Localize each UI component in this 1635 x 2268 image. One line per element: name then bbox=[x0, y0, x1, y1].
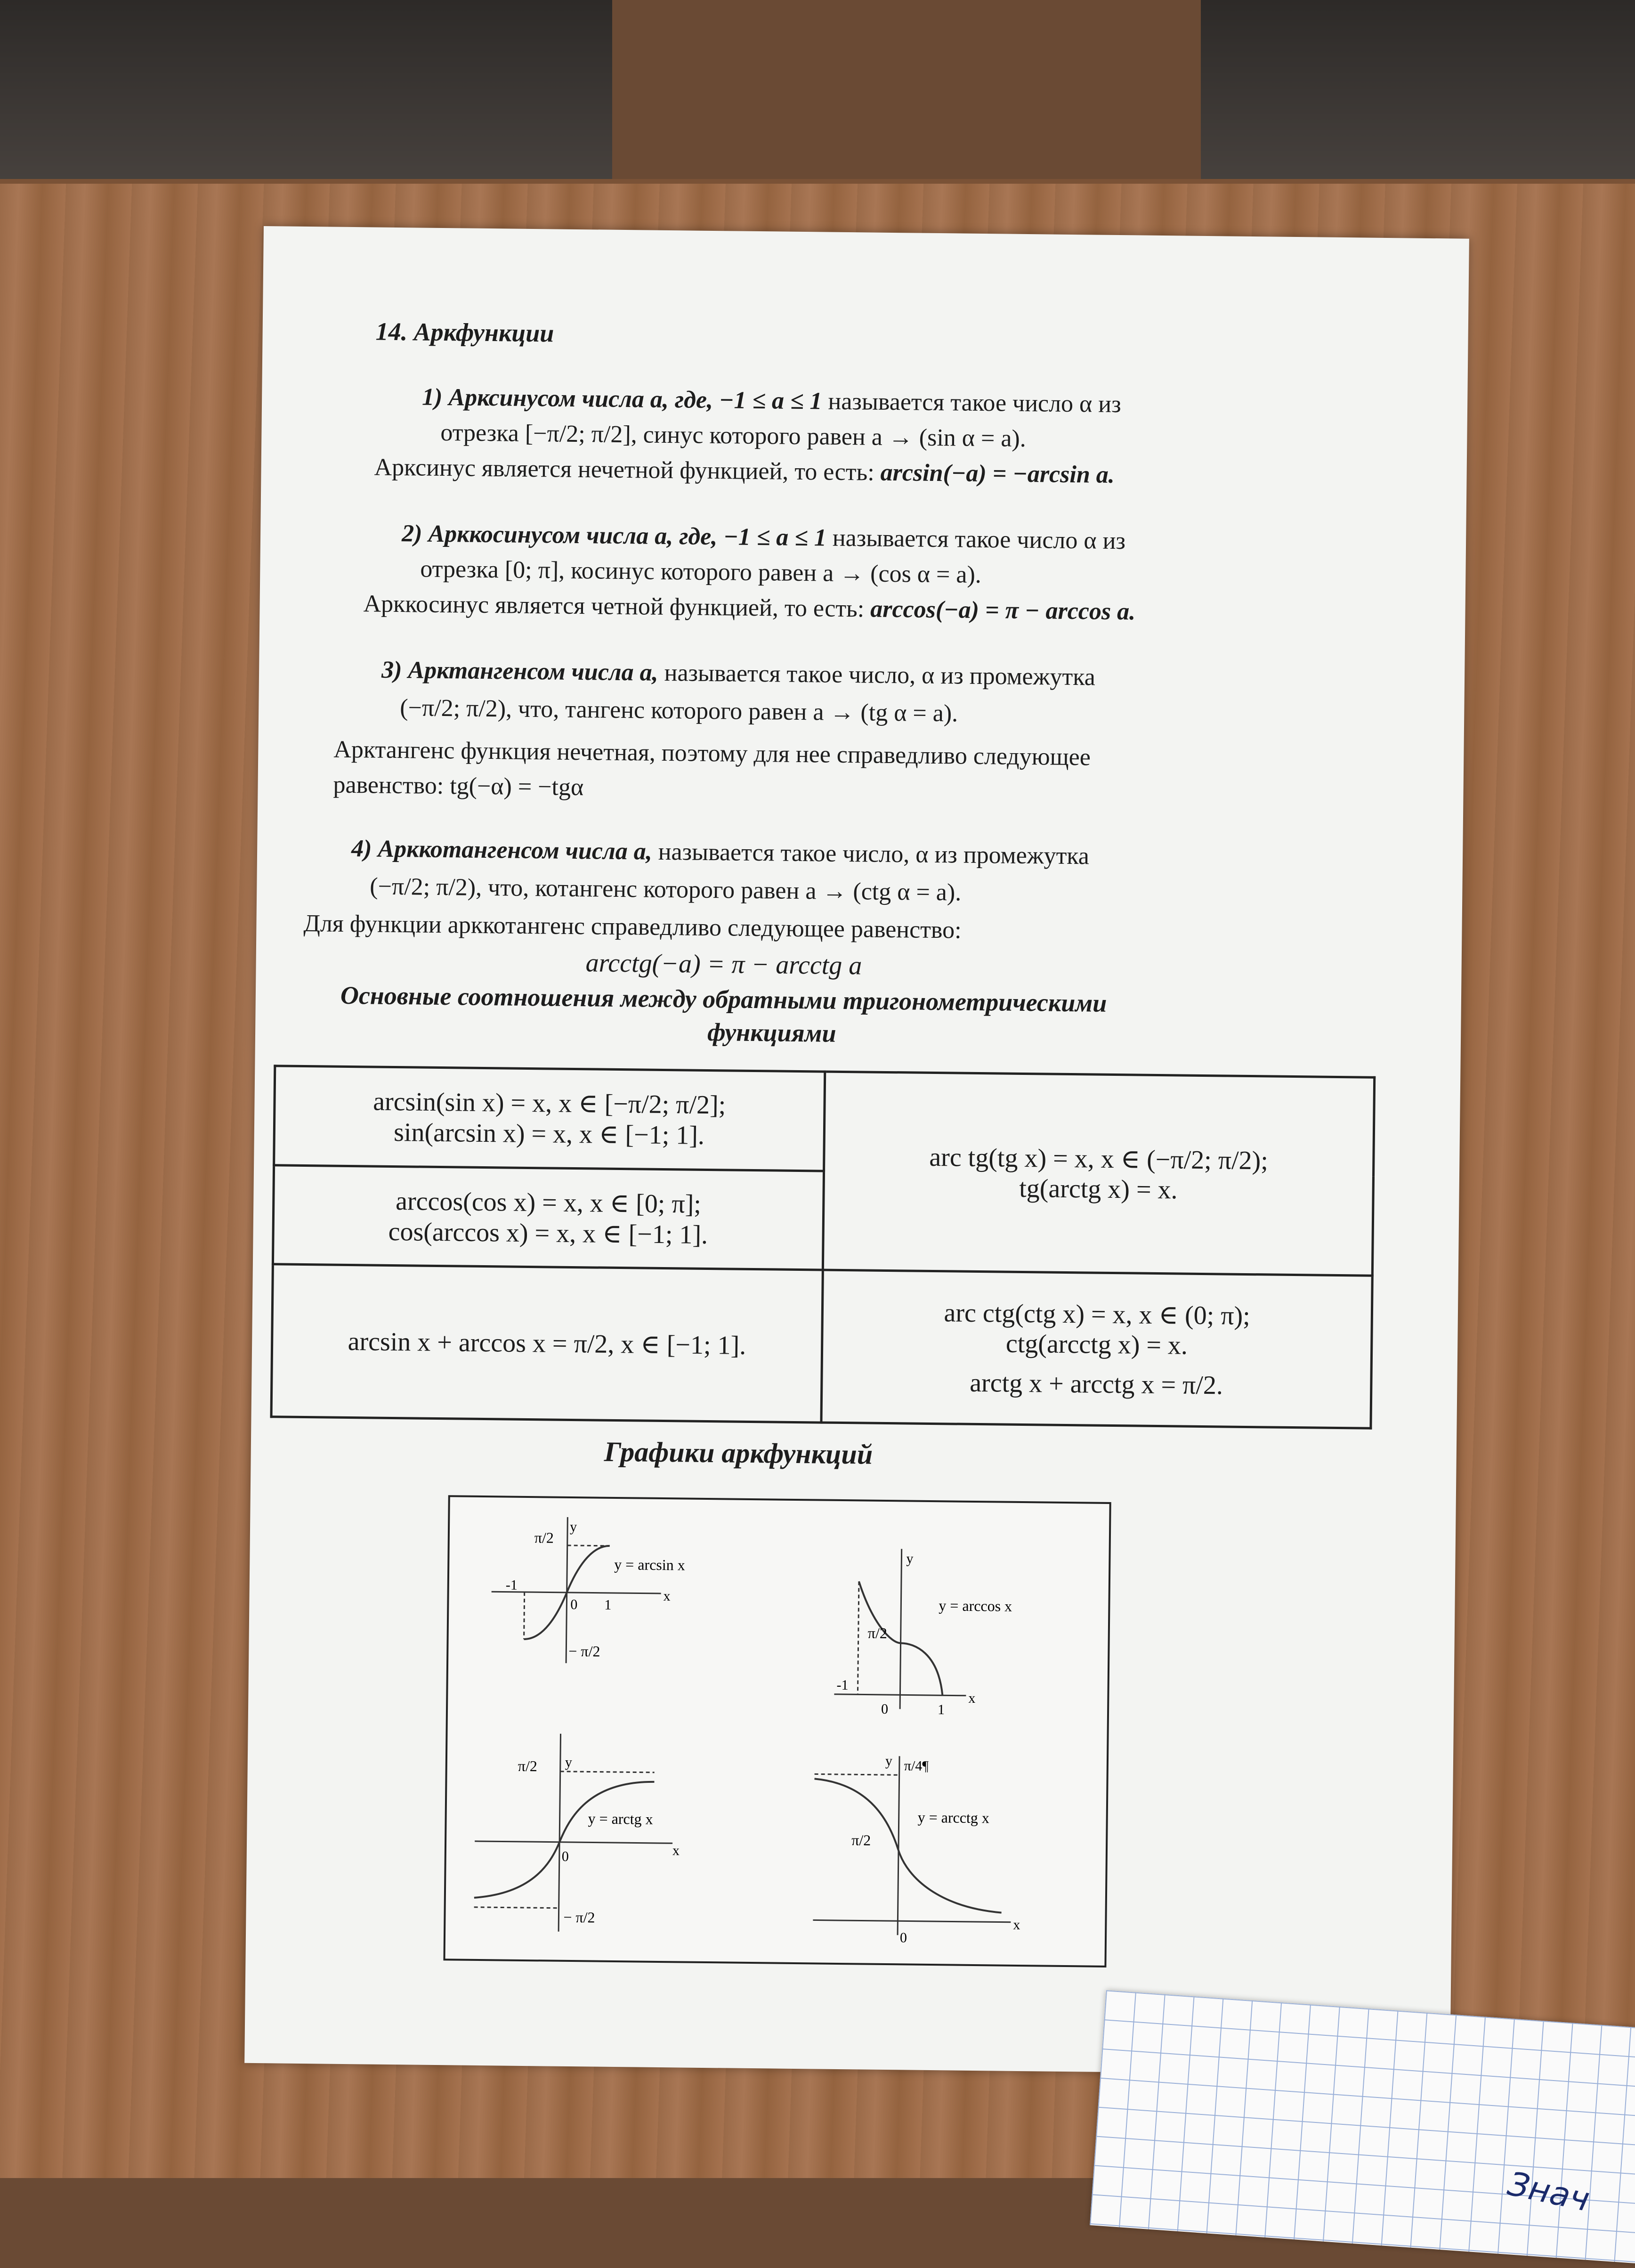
graphs-title: Графики аркфункций bbox=[604, 1436, 873, 1470]
arctg-y-axis bbox=[558, 1734, 560, 1932]
def4-line1: 4) Арккотангенсом числа а, называется такое число, α из промежутка bbox=[351, 835, 1090, 870]
arccos-zero-label: 0 bbox=[881, 1701, 889, 1717]
def2-line2: отрезка [0; π], косинус которого равен а → (cos α = a). bbox=[420, 555, 982, 588]
chair-back-left bbox=[0, 0, 612, 203]
arcctg-x-axis bbox=[813, 1920, 1011, 1922]
def4-line2: (−π/2; π/2), что, котангенс которого равен а → (ctg α = a). bbox=[370, 873, 962, 906]
arcctg-title: y = arcctg x bbox=[917, 1808, 990, 1827]
arcctg-curve bbox=[813, 1779, 1003, 1912]
notebook-corner bbox=[1090, 1990, 1635, 2268]
def4-line3: Для функции арккотангенс справедливо следующее равенство: bbox=[303, 910, 962, 944]
table-cell-arccos: arccos(cos x) = x, x ∈ [0; π]; cos(arccos x) = x, x ∈ [−1; 1]. bbox=[273, 1165, 824, 1270]
arccos-y-label: y bbox=[906, 1551, 914, 1567]
arccos-pi2-label: π/2 bbox=[867, 1624, 888, 1642]
table-cell-arcsin: arcsin(sin x) = x, x ∈ [−π/2; π/2]; sin(arcsin x) = x, x ∈ [−1; 1]. bbox=[274, 1066, 825, 1171]
def4-formula: arcctg(−a) = π − arcctg a bbox=[585, 948, 862, 981]
def1-line1: 1) Арксинусом числа а, где, −1 ≤ a ≤ 1 называется такое число α из bbox=[421, 383, 1122, 418]
def3-line1: 3) Арктангенсом числа а, называется такое число, α из промежутка bbox=[381, 656, 1096, 691]
arcsin-y-label: y bbox=[569, 1519, 577, 1535]
arctg-y-label: y bbox=[565, 1754, 573, 1771]
notebook-handwriting: Знач bbox=[1504, 2164, 1594, 2219]
graph-labels bbox=[502, 1519, 1024, 1947]
arccos-guide bbox=[858, 1581, 859, 1694]
arctg-asymptote-bottom bbox=[474, 1907, 559, 1908]
graphs-svg bbox=[445, 1497, 1109, 1966]
arcctg-zero-label: 0 bbox=[899, 1930, 907, 1946]
arcsin-pi2-label: π/2 bbox=[534, 1529, 554, 1546]
arccos-y-axis bbox=[900, 1549, 902, 1709]
relations-title-line2: функциями bbox=[707, 1017, 836, 1048]
relations-title-line1: Основные соотношения между обратными тригонометрическими bbox=[340, 981, 1107, 1017]
arcsin-zero-label: 0 bbox=[570, 1596, 578, 1613]
arcctg-pi2-label: π/2 bbox=[851, 1831, 871, 1849]
section-title: 14. Аркфункции bbox=[375, 317, 554, 348]
arcsin-title: y = arcsin x bbox=[614, 1555, 685, 1574]
relations-table bbox=[270, 1065, 1376, 1429]
arcsin-guide bbox=[524, 1592, 525, 1639]
arcsin-minus1-label: -1 bbox=[505, 1577, 518, 1593]
arcsin-minus-pi2-label: − π/2 bbox=[568, 1642, 600, 1660]
arcctg-x-label: x bbox=[1013, 1917, 1020, 1933]
def1-line3: Арксинус является нечетной функцией, то есть: arcsin(−a) = −arcsin a. bbox=[374, 454, 1115, 488]
def2-line3: Арккосинус является четной функцией, то есть: arccos(−a) = π − arccos a. bbox=[363, 590, 1136, 626]
arctg-curve bbox=[474, 1780, 655, 1900]
table-cell-arcctg: arc ctg(ctg x) = x, x ∈ (0; π); ctg(arcctg x) = x. arctg x + arcctg x = π/2. bbox=[821, 1270, 1372, 1428]
arctg-title: y = arctg x bbox=[588, 1810, 653, 1828]
arccos-x-label: x bbox=[968, 1690, 976, 1706]
chair-back-right bbox=[1201, 0, 1635, 203]
def1-line2: отрезка [−π/2; π/2], синус которого равен а → (sin α = a). bbox=[440, 419, 1027, 452]
arccos-title: y = arccos x bbox=[939, 1597, 1012, 1615]
arcsin-guide-top bbox=[567, 1545, 610, 1546]
table-cell-arctg: arc tg(tg x) = x, x ∈ (−π/2; π/2); tg(arctg x) = x. bbox=[823, 1072, 1375, 1276]
def3-line3: Арктангенс функция нечетная, поэтому для нее справедливо следующее bbox=[333, 736, 1091, 771]
arcctg-y-label: y bbox=[885, 1753, 893, 1769]
def3-line4: равенство: tg(−α) = −tgα bbox=[333, 771, 584, 801]
def3-line2: (−π/2; π/2), что, тангенс которого равен а → (tg α = a). bbox=[400, 694, 958, 727]
graphs-box bbox=[443, 1495, 1111, 1967]
table-cell-sum-arcsin-arccos: arcsin x + arccos x = π/2, x ∈ [−1; 1]. bbox=[271, 1264, 823, 1423]
arcsin-one-label: 1 bbox=[604, 1597, 612, 1613]
arcctg-asymptote bbox=[815, 1774, 899, 1775]
arctg-zero-label: 0 bbox=[561, 1848, 569, 1864]
def2-line1: 2) Арккосинусом числа а, где, −1 ≤ a ≤ 1 называется такое число α из bbox=[401, 520, 1126, 555]
arccos-minus1-label: -1 bbox=[836, 1677, 849, 1693]
arcctg-pi4-label: π/4¶ bbox=[904, 1758, 929, 1774]
arctg-x-label: x bbox=[672, 1843, 680, 1859]
paper-sheet bbox=[244, 226, 1469, 2076]
arctg-pi2-label: π/2 bbox=[518, 1757, 538, 1775]
arctg-minus-pi2-label: − π/2 bbox=[563, 1908, 595, 1926]
arctg-x-axis bbox=[475, 1841, 672, 1843]
arcsin-x-label: x bbox=[663, 1588, 671, 1604]
arccos-one-label: 1 bbox=[937, 1702, 945, 1718]
